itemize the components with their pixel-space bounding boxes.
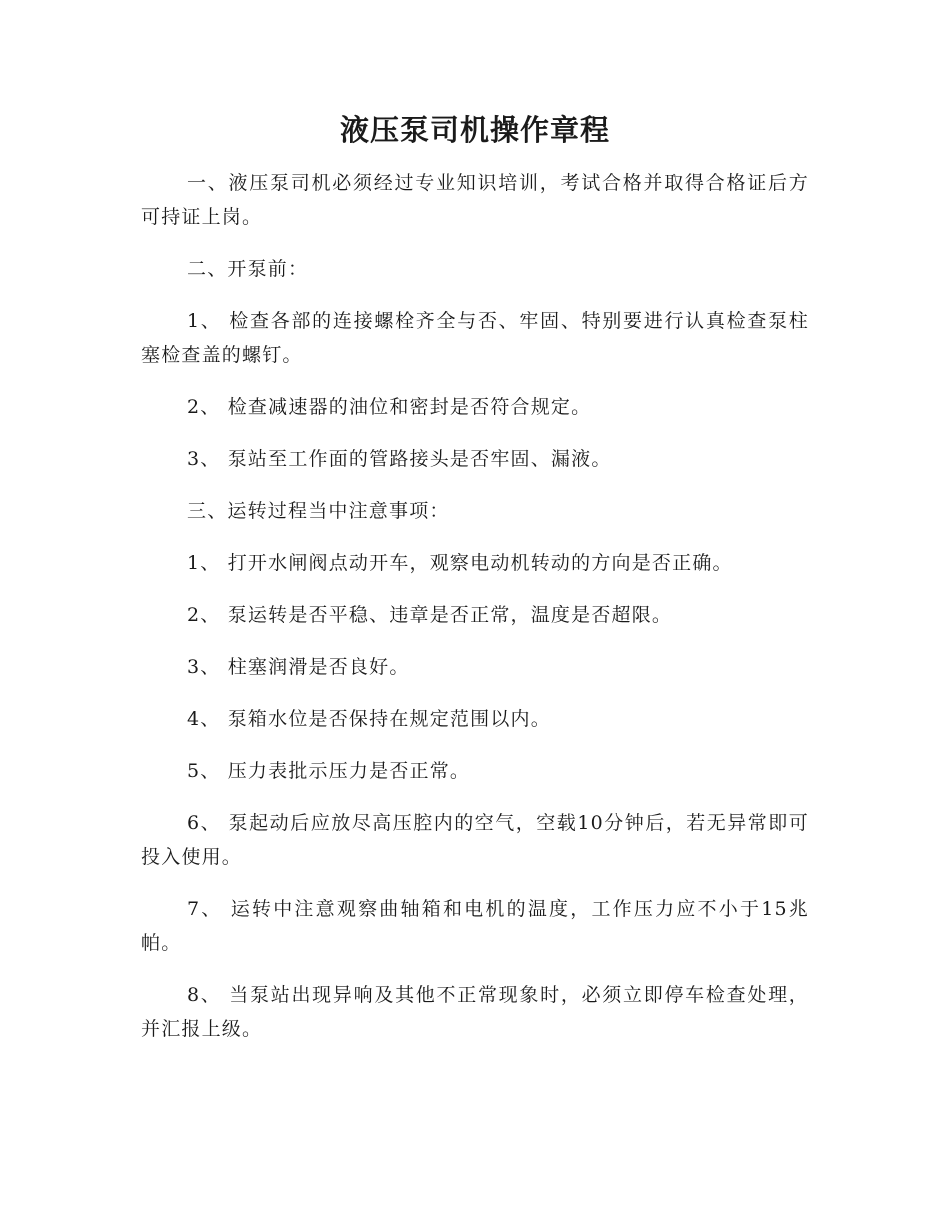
paragraph-abnormal-stop: 8、 当泵站出现异响及其他不正常现象时，必须立即停车检查处理，并汇报上级。 xyxy=(141,984,809,1040)
paragraph-plunger-lubrication: 3、 柱塞润滑是否良好。 xyxy=(187,656,410,678)
section-heading-operation: 三、运转过程当中注意事项： xyxy=(187,500,450,522)
paragraph-check-reducer: 2、 检查减速器的油位和密封是否符合规定。 xyxy=(187,396,592,418)
paragraph-release-air: 6、 泵起动后应放尽高压腔内的空气，空载10分钟后，若无异常即可投入使用。 xyxy=(141,812,809,868)
paragraph-check-pipes: 3、 泵站至工作面的管路接头是否牢固、漏液。 xyxy=(187,448,612,470)
paragraph-qualification: 一、液压泵司机必须经过专业知识培训，考试合格并取得合格证后方可持证上岗。 xyxy=(141,172,809,228)
section-heading-before-start: 二、开泵前： xyxy=(187,258,309,280)
document-title: 液压泵司机操作章程 xyxy=(339,113,610,147)
paragraph-temperature-pressure: 7、 运转中注意观察曲轴箱和电机的温度，工作压力应不小于15兆帕。 xyxy=(141,898,809,954)
paragraph-pressure-gauge: 5、 压力表批示压力是否正常。 xyxy=(187,760,471,782)
paragraph-tank-level: 4、 泵箱水位是否保持在规定范围以内。 xyxy=(187,708,551,730)
paragraph-running-smooth: 2、 泵运转是否平稳、违章是否正常，温度是否超限。 xyxy=(187,604,673,626)
paragraph-check-bolts: 1、 检查各部的连接螺栓齐全与否、牢固、特别要进行认真检查泵柱塞检查盖的螺钉。 xyxy=(141,310,809,366)
paragraph-start-direction: 1、 打开水闸阀点动开车，观察电动机转动的方向是否正确。 xyxy=(187,552,733,574)
document-body xyxy=(141,166,809,1064)
